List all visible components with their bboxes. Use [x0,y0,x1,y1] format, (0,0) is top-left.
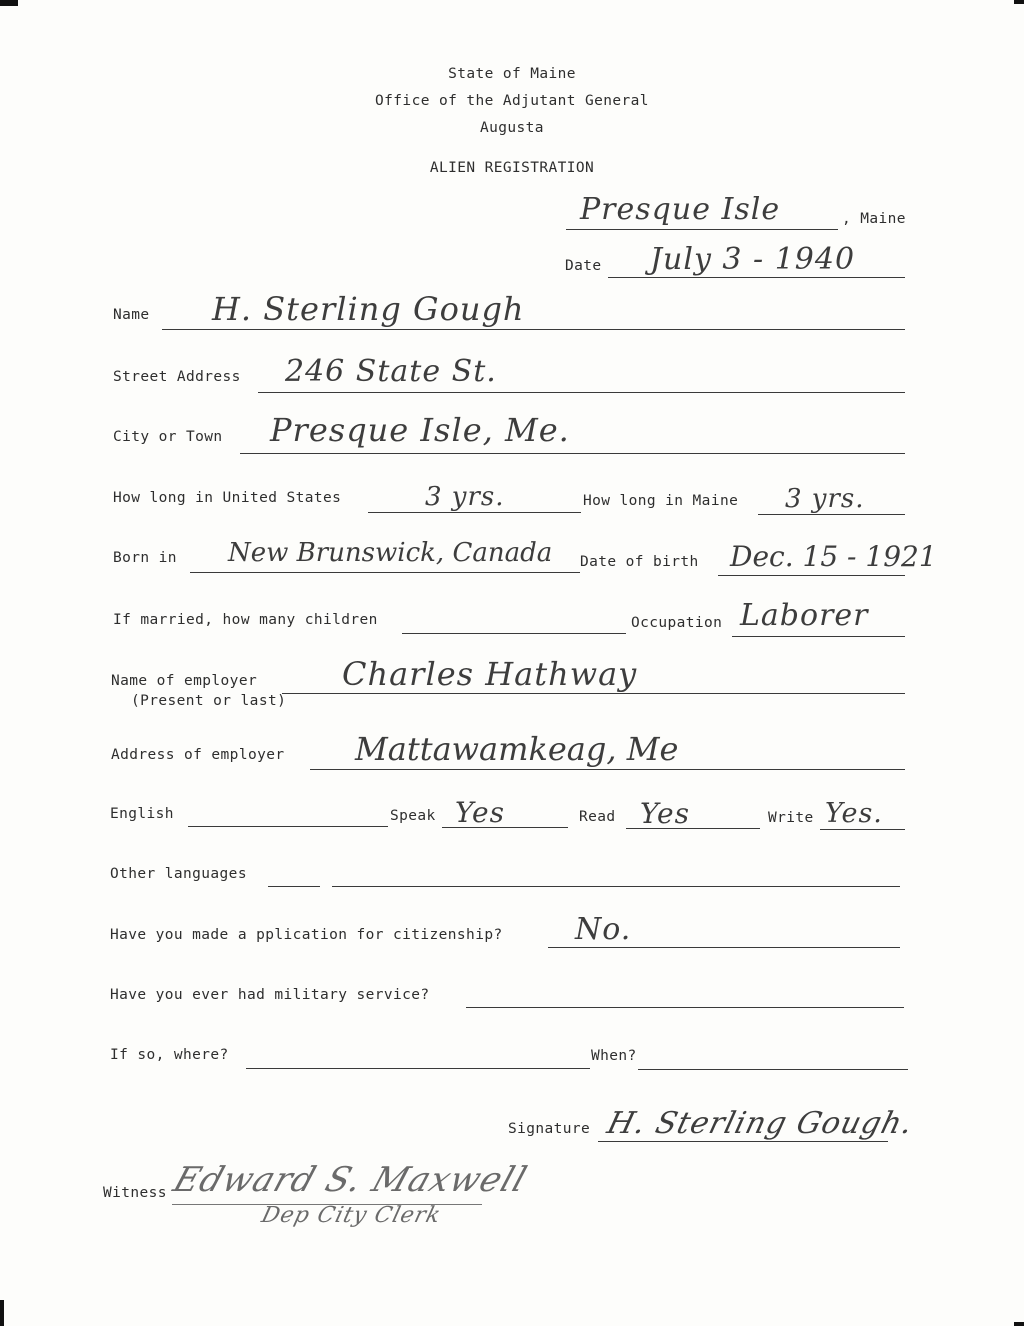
employer-name-line [282,693,905,694]
form-title: ALIEN REGISTRATION [429,160,595,176]
read-value: Yes [640,797,690,830]
employer-name-label: Name of employer [111,673,258,689]
signature-line [598,1141,888,1142]
how-long-us-line [368,512,581,513]
citizenship-value: No. [575,912,632,947]
how-long-maine-label: How long in Maine [583,493,739,509]
speak-label: Speak [390,808,436,824]
when-label: When? [591,1048,637,1064]
how-long-maine-value: 3 yrs. [785,484,865,514]
place-suffix: , Maine [842,211,906,227]
employer-address-line [310,769,905,770]
military-line [466,1007,904,1008]
english-label: English [110,806,174,822]
employer-name-value: Charles Hathway [342,655,638,693]
write-label: Write [768,810,814,826]
date-line [608,277,905,278]
occupation-line [732,636,905,637]
scan-edge-mark [1014,0,1024,4]
city-label: City or Town [113,429,223,445]
header-city: Augusta [480,120,544,136]
place-value: Presque Isle [580,192,781,227]
write-line [820,829,905,830]
other-languages-label: Other languages [110,866,247,882]
date-of-birth-line [718,575,905,576]
witness-signature: Edward S. Maxwell [168,1160,533,1200]
date-of-birth-label: Date of birth [580,554,699,570]
name-value: H. Sterling Gough [212,290,525,328]
date-label: Date [565,258,602,274]
other-languages-line-b [332,886,900,887]
how-long-maine-line [758,514,905,515]
born-in-label: Born in [113,550,177,566]
born-in-line [190,572,580,573]
speak-value: Yes [455,796,505,829]
if-so-where-line [246,1068,590,1069]
how-long-us-label: How long in United States [113,490,342,506]
scan-edge-mark [1014,1322,1024,1326]
english-line [188,826,388,827]
signature-value: H. Sterling Gough. [603,1106,917,1141]
witness-label: Witness [103,1185,167,1201]
street-address-value: 246 State St. [285,354,497,389]
employer-address-label: Address of employer [111,747,285,763]
city-value: Presque Isle, Me. [270,411,570,449]
witness-title: Dep City Clerk [258,1203,444,1228]
other-languages-line-a [268,886,320,887]
born-in-value: New Brunswick, Canada [228,538,553,568]
citizenship-label: Have you made a pplication for citizenship? [110,927,503,943]
place-line [566,229,838,230]
when-line [638,1069,908,1070]
employer-name-sublabel: (Present or last) [131,693,287,709]
children-line [402,633,626,634]
name-label: Name [113,307,150,323]
occupation-value: Laborer [740,598,869,633]
signature-label: Signature [508,1121,591,1137]
write-value: Yes. [825,798,883,829]
city-line [240,453,905,454]
header-state: State of Maine [448,66,576,82]
date-of-birth-value: Dec. 15 - 1921 [730,540,937,573]
street-address-label: Street Address [113,369,241,385]
if-so-where-label: If so, where? [110,1047,229,1063]
how-long-us-value: 3 yrs. [425,482,505,512]
military-label: Have you ever had military service? [110,987,430,1003]
children-label: If married, how many children [113,612,378,628]
occupation-label: Occupation [631,615,723,631]
employer-address-value: Mattawamkeag, Me [355,730,679,768]
read-label: Read [579,809,616,825]
name-line [162,329,905,330]
street-address-line [258,392,905,393]
date-value: July 3 - 1940 [650,242,856,277]
header-office: Office of the Adjutant General [375,93,649,109]
citizenship-line [548,947,900,948]
scan-edge-mark [0,1300,4,1326]
scan-edge-mark [0,0,18,6]
